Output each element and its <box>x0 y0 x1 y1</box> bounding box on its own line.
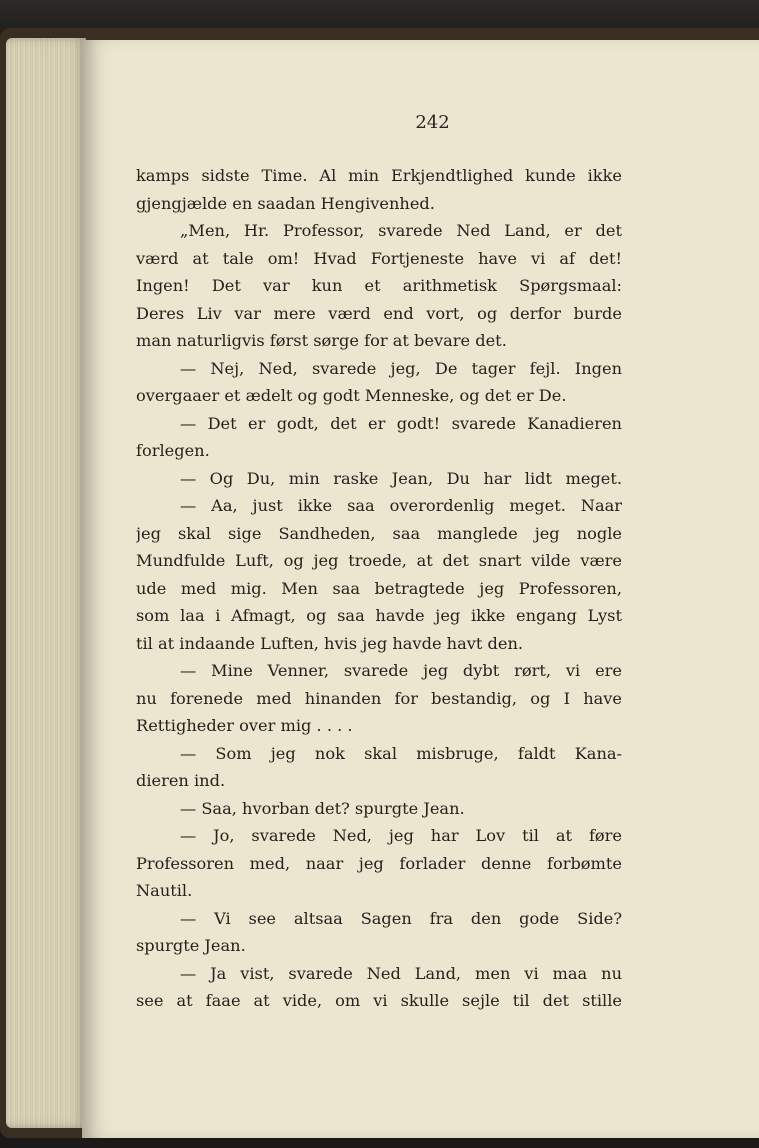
page-edges <box>6 38 86 1128</box>
text-line: gjengjælde en saadan Hengivenhed. <box>136 193 435 213</box>
page-number: 242 <box>415 112 450 133</box>
text-line: — Det er godt, det er godt! svarede Kanadieren <box>180 413 622 433</box>
text-line: forlegen. <box>136 441 210 460</box>
text-line: — Nej, Ned, svarede jeg, De tager fejl. Ingen <box>180 358 622 378</box>
text-line: — Mine Venner, svarede jeg dybt rørt, vi ere <box>180 661 622 680</box>
text-line: kamps sidste Time. Al min Erkjendtlighed kunde ikke <box>136 166 622 185</box>
text-line: spurgte Jean. <box>136 936 246 955</box>
text-line: — Jo, svarede Ned, jeg har Lov til at føre <box>180 826 622 845</box>
text-line: — Og Du, min raske Jean, Du har lidt meget. <box>180 468 622 488</box>
text-line: Rettigheder over mig . . . . <box>136 716 353 735</box>
text-line: til at indaande Luften, hvis jeg havde havt den. <box>136 633 524 653</box>
text-line: see at faae at vide, om vi skulle sejle til det stille <box>136 991 622 1010</box>
text-line: man naturligvis først sørge for at bevare det. <box>136 331 507 350</box>
text-line: Ingen! Det var kun et arithmetisk Spørgsmaal: <box>136 276 622 295</box>
text-line: Nautil. <box>136 881 193 900</box>
text-line: jeg skal sige Sandheden, saa manglede jeg nogle <box>136 523 622 543</box>
text-line: — Ja vist, svarede Ned Land, men vi maa nu <box>180 963 622 983</box>
text-line: overgaaer et ædelt og godt Menneske, og det er De. <box>136 386 567 405</box>
body-text <box>136 162 622 1015</box>
text-line: Professoren med, naar jeg forlader denne forbømte <box>136 853 622 873</box>
text-line: ude med mig. Men saa betragtede jeg Professoren, <box>136 578 622 598</box>
text-line: — Saa, hvorban det? spurgte Jean. <box>180 798 465 818</box>
text-line: Deres Liv var mere værd end vort, og derfor burde <box>136 303 622 323</box>
text-line: nu forenede med hinanden for bestandig, og I have <box>136 688 622 708</box>
text-line: som laa i Afmagt, og saa havde jeg ikke engang Lyst <box>136 606 622 625</box>
text-line: — Aa, just ikke saa overordenlig meget. Naar <box>180 496 622 515</box>
text-line: Mundfulde Luft, og jeg troede, at det snart vilde være <box>136 551 622 570</box>
text-line: — Vi see altsaa Sagen fra den gode Side? <box>180 908 622 928</box>
text-line: værd at tale om! Hvad Fortjeneste have vi af det! <box>136 248 622 268</box>
text-line: „Men, Hr. Professor, svarede Ned Land, er det <box>180 221 622 240</box>
text-line: — Som jeg nok skal misbruge, faldt Kana- <box>180 743 622 763</box>
text-line: dieren ind. <box>136 771 226 790</box>
